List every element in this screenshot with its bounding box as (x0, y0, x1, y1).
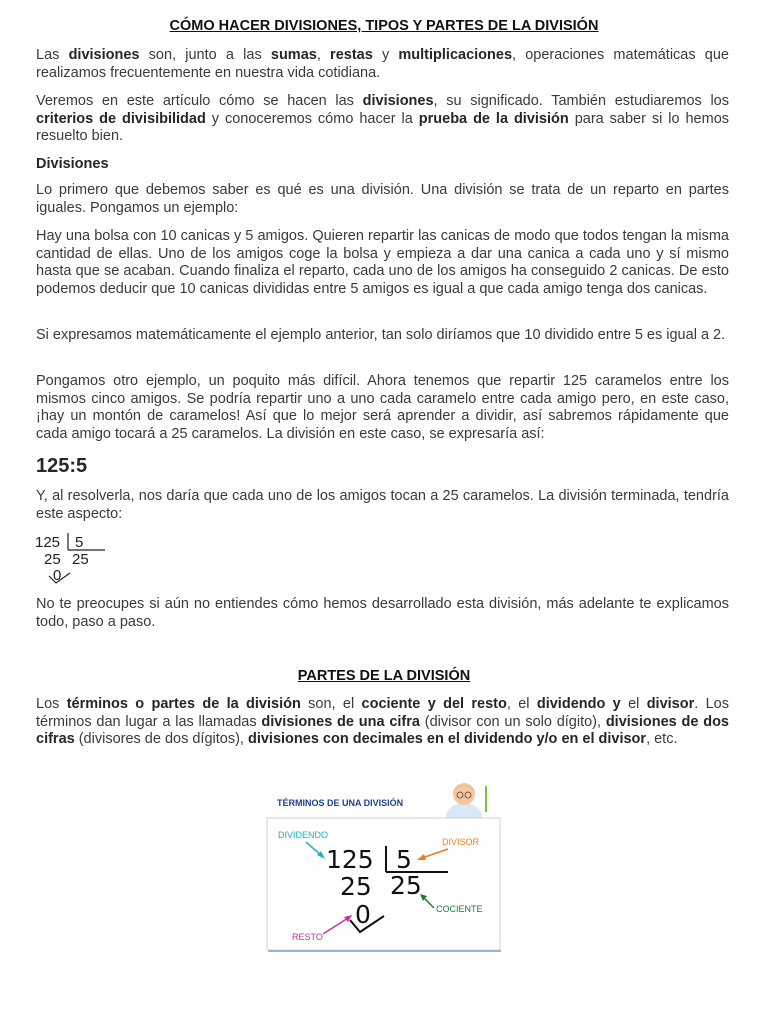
figure-dividend: 125 (326, 845, 374, 874)
bold-term: multiplicaciones (398, 47, 513, 63)
figure-remainder: 0 (355, 900, 371, 929)
bold-term: restas (330, 47, 373, 63)
paragraph-math-expression: Si expresamos matemáticamente el ejemplo anterior, tan solo diríamos que 10 dividido entre 5 es igual a 2. (36, 327, 726, 343)
bold-term: divisiones (362, 93, 434, 109)
division-terms-figure (266, 776, 502, 952)
text-run: , operaciones matemáticas que realizamos frecuentemente en nuestra vida cotidiana. (36, 47, 729, 81)
document-title: CÓMO HACER DIVISIONES, TIPOS Y PARTES DE LA DIVISIÓN (169, 18, 599, 34)
bold-term: prueba de la división (418, 110, 569, 127)
paragraph-intro (36, 47, 729, 82)
bold-term: términos o partes de la división (66, 696, 301, 712)
section-title-parts: PARTES DE LA DIVISIÓN (297, 668, 471, 684)
small-quotient: 25 (72, 551, 89, 568)
text-run: son, junto a las (139, 47, 271, 63)
text-run: el (620, 696, 647, 712)
bold-term: divisiones (68, 47, 140, 63)
text-run: (divisores de dos dígitos), (74, 731, 248, 747)
text-run: Los (36, 696, 67, 712)
text-run: , etc. (646, 731, 678, 747)
bold-term: divisor (646, 696, 695, 712)
bold-term: criterios de divisibilidad (36, 110, 206, 127)
text-run: , el (506, 696, 537, 712)
text-run: y conoceremos cómo hacer la (205, 110, 419, 127)
division-expression: 125:5 (36, 455, 88, 477)
small-product: 25 (44, 551, 61, 568)
bold-term: divisiones de dos cifras (36, 713, 729, 747)
bold-term: divisiones de una cifra (261, 713, 420, 730)
paragraph-overview (36, 93, 729, 146)
small-divisor: 5 (75, 534, 84, 551)
label-resto: RESTO (292, 932, 323, 942)
text-run: (divisor con un solo dígito), (419, 713, 606, 730)
label-divisor: DIVISOR (442, 837, 480, 847)
bold-term: divisiones con decimales en el dividendo y/o en el divisor (247, 731, 647, 747)
label-cociente: COCIENTE (436, 904, 483, 914)
text-run: son, el (300, 696, 362, 712)
text-run: Veremos en este artículo cómo se hacen las (36, 93, 363, 109)
paragraph-example-marbles: Hay una bolsa con 10 canicas y 5 amigos. Quieren repartir las canicas de modo que todos tengan la misma cantidad de ellas. Uno de los amigos coge la bolsa y empieza a dar una canica a cada uno y sí mismo hasta que se acaban. Cuando finaliza el reparto, cada uno de los amigos ha conseguido 2 canicas. De esto podemos deducir que 10 canicas divididas entre 5 amigos es igual a que cada amigo tenga dos canicas. (36, 228, 729, 297)
text-run: para saber si lo hemos resuelto bien. (36, 110, 730, 144)
bold-term: cociente y del resto (361, 696, 507, 712)
small-division-diagram (34, 530, 114, 586)
figure-quotient: 25 (390, 871, 422, 900)
text-run: . Los términos dan lugar a las llamadas (36, 696, 729, 730)
text-run: y (372, 47, 399, 63)
bold-term: dividendo y (536, 696, 621, 712)
figure-divisor: 5 (396, 845, 412, 874)
figure-heading: TÉRMINOS DE UNA DIVISIÓN (277, 798, 404, 808)
subheading-divisiones: Divisiones (36, 156, 109, 172)
paragraph-definition: Lo primero que debemos saber es qué es una división. Una división se trata de un reparto en partes iguales. Pongamos un ejemplo: (36, 182, 729, 216)
small-dividend: 125 (35, 534, 61, 551)
small-remainder: 0 (53, 567, 62, 584)
paragraph-reassurance: No te preocupes si aún no entiendes cómo hemos desarrollado esta división, más adelante te explicamos todo, paso a paso. (36, 596, 729, 630)
text-run: , (316, 47, 331, 63)
bold-term: sumas (270, 47, 317, 63)
paragraph-example-candies: Pongamos otro ejemplo, un poquito más difícil. Ahora tenemos que repartir 125 caramelos entre los mismos cinco amigos. Se podría repartir uno a uno cada caramelo entre cada amigo pero, en este caso, ¡hay un montón de caramelos! Así que lo mejor será aprender a dividir, así sabremos rápidamente que cada amigo tocará a 25 caramelos. La división en este caso, se expresaría así: (36, 373, 729, 442)
text-run: , su significado. También estudiaremos los (433, 93, 729, 109)
text-run: Las (36, 47, 69, 63)
teacher-head (453, 783, 475, 805)
label-dividendo: DIVIDENDO (278, 830, 329, 840)
figure-product: 25 (340, 872, 372, 901)
paragraph-result: Y, al resolverla, nos daría que cada uno de los amigos tocan a 25 caramelos. La división terminada, tendría este aspecto: (36, 488, 729, 522)
paragraph-parts (36, 696, 729, 749)
